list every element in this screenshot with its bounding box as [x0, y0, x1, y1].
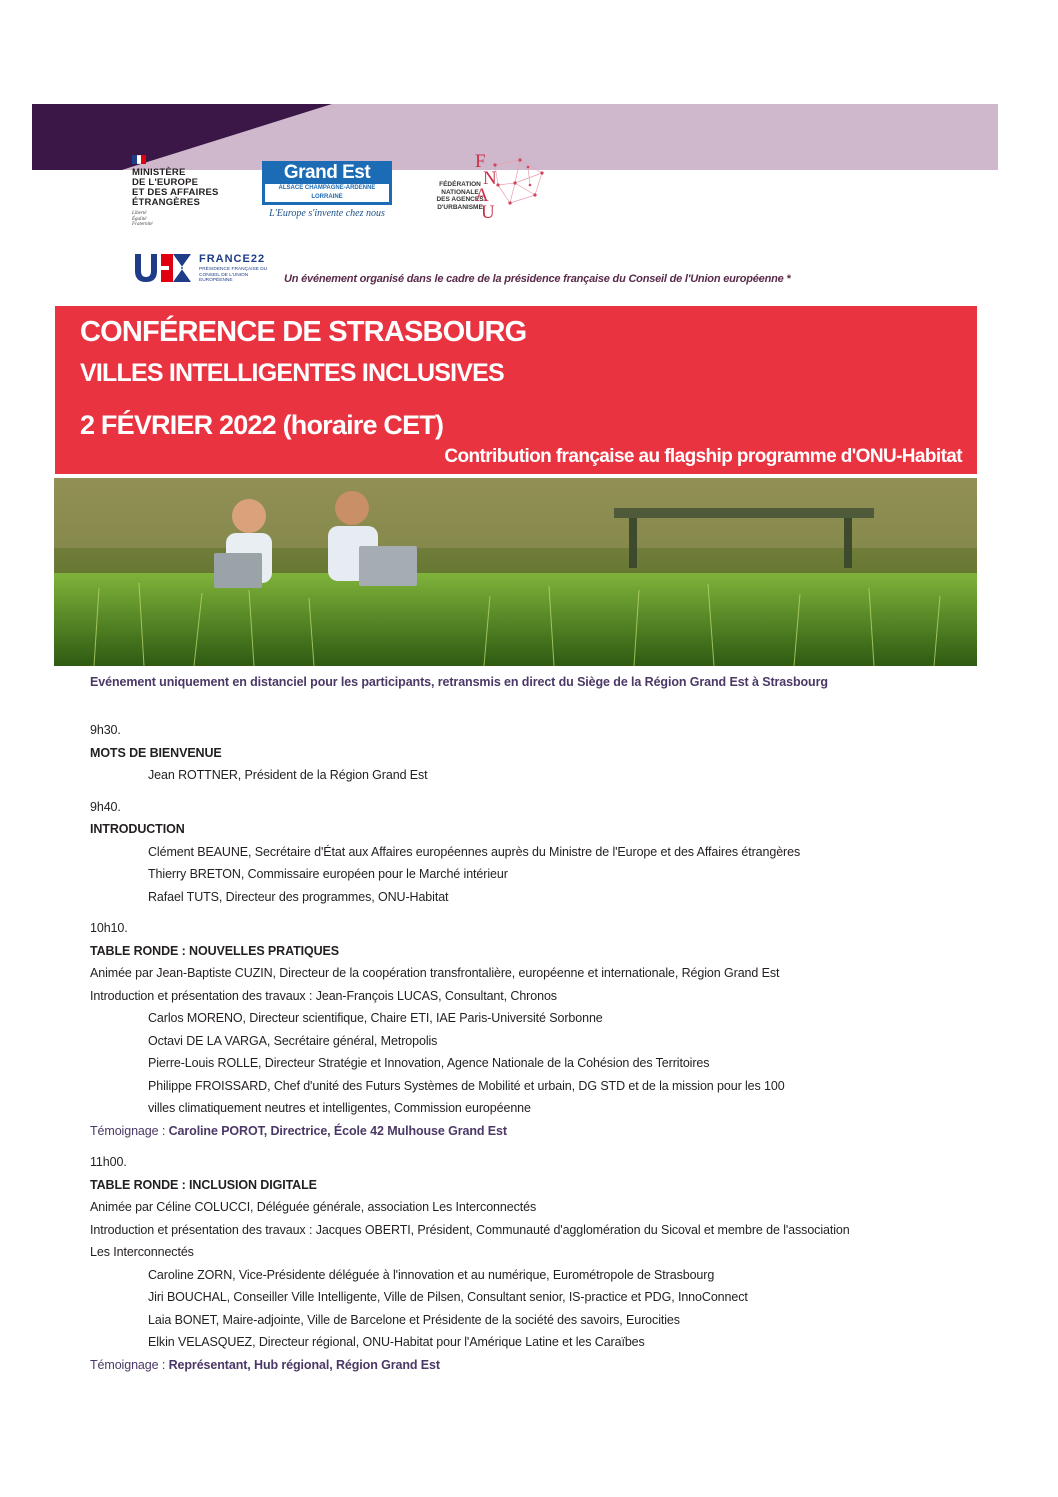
session-time: 11h00. — [90, 1155, 127, 1169]
page-title: CONFÉRENCE DE STRASBOURG — [80, 316, 527, 348]
motto-line: Égalité — [132, 216, 147, 222]
speaker-line: Octavi DE LA VARGA, Secrétaire général, Metropolis — [148, 1033, 438, 1048]
testimony-label: Témoignage : — [90, 1123, 169, 1138]
fnau-letter: N — [483, 168, 497, 189]
speaker-line: Philippe FROISSARD, Chef d'unité des Futurs Systèmes de Mobilité et urbain, DG STD et de la mission pour les 100 — [148, 1078, 785, 1093]
speaker-line: Caroline ZORN, Vice-Présidente déléguée à l'innovation et au numérique, Eurométropole de Strasbourg — [148, 1267, 715, 1282]
fnau-line: D'URBANISME — [437, 203, 483, 211]
grand-est-logo — [262, 161, 392, 219]
fnau-logo — [425, 151, 555, 223]
grand-est-title: Grand Est — [283, 162, 371, 183]
organization-statement: Un événement organisé dans le cadre de la présidence française du Conseil de l'Union européenne * — [284, 273, 791, 285]
fnau-letter: U — [481, 202, 495, 223]
france22-title: FRANCE22 — [199, 253, 266, 265]
motto-line: Fraternité — [132, 222, 153, 227]
testimony-line — [90, 1354, 850, 1377]
france22-logo — [133, 251, 283, 287]
session-title: INTRODUCTION — [90, 822, 185, 836]
event-date: 2 FÉVRIER 2022 (horaire CET) — [80, 410, 444, 440]
session-time: 9h40. — [90, 799, 121, 814]
fnau-letter: A — [475, 185, 489, 206]
speaker-line: Rafael TUTS, Directeur des programmes, ONU-Habitat — [148, 889, 449, 904]
introduction-line: Introduction et présentation des travaux : Jean-François LUCAS, Consultant, Chronos — [90, 988, 557, 1003]
speaker-line: Elkin VELASQUEZ, Directeur régional, ONU-Habitat pour l'Amérique Latine et les Caraïbes — [148, 1335, 645, 1349]
fnau-line: DES AGENCES — [436, 196, 484, 203]
introduction-line-cont: Les Interconnectés — [90, 1245, 194, 1259]
introduction-line: Introduction et présentation des travaux : Jacques OBERTI, Président, Communauté d'agglomération du Sicoval et membre de l'association — [90, 1222, 850, 1237]
session-time: 9h30. — [90, 723, 121, 737]
fnau-line: NATIONALE — [441, 188, 479, 196]
session-title: MOTS DE BIENVENUE — [90, 745, 222, 760]
speaker-line: Pierre-Louis ROLLE, Directeur Stratégie et Innovation, Agence Nationale de la Cohésion des Territoires — [148, 1056, 710, 1070]
session — [90, 1151, 850, 1376]
speaker-line: Thierry BRETON, Commissaire européen pour le Marché intérieur — [148, 867, 508, 881]
france22-subtitle: PRÉSIDENCE FRANÇAISE DU CONSEIL DE L'UNION EUROPÉENNE — [199, 267, 268, 283]
fnau-letter: F — [475, 151, 486, 172]
hero-photo — [54, 478, 977, 666]
program — [90, 719, 850, 1376]
testimony-value: Caroline POROT, Directrice, École 42 Mulhouse Grand Est — [168, 1123, 507, 1138]
speaker-line: Clément BEAUNE, Secrétaire d'État aux Affaires européennes auprès du Ministre de l'Europe et des Affaires étrangères — [148, 844, 801, 859]
session-time: 10h10. — [90, 921, 128, 935]
grand-est-subtitle: ALSACE CHAMPAGNE-ARDENNE LORRAINE — [265, 184, 389, 202]
ministere-line: DE L'EUROPE — [132, 177, 199, 188]
ministere-line: MINISTÈRE — [132, 167, 186, 178]
speaker-line: Jean ROTTNER, Président de la Région Grand Est — [148, 768, 428, 782]
session — [90, 917, 850, 1142]
testimony-line — [90, 1120, 850, 1143]
moderator-line: Animée par Céline COLUCCI, Déléguée générale, association Les Interconnectés — [90, 1200, 537, 1214]
speaker-line: Jiri BOUCHAL, Conseiller Ville Intelligente, Ville de Pilsen, Consultant senior, IS-practice et PDG, InnoConnect — [148, 1290, 748, 1304]
session — [90, 796, 850, 909]
grand-est-tagline: L'Europe s'invente chez nous — [269, 208, 385, 219]
contribution-line: Contribution française au flagship programme d'ONU-Habitat — [444, 446, 962, 467]
testimony-label: Témoignage : — [90, 1357, 169, 1372]
ministere-line: ET DES AFFAIRES — [132, 187, 219, 198]
ministere-line: ÉTRANGÈRES — [132, 197, 200, 208]
ministere-logo — [132, 155, 252, 228]
page-subtitle: VILLES INTELLIGENTES INCLUSIVES — [80, 359, 504, 387]
speaker-line: Laia BONET, Maire-adjointe, Ville de Barcelone et Présidente de la société des savoirs, Eurocities — [148, 1312, 680, 1327]
session-title: TABLE RONDE : INCLUSION DIGITALE — [90, 1177, 317, 1192]
event-note: Evénement uniquement en distanciel pour les participants, retransmis en direct du Siège de la Région Grand Est à Strasbourg — [90, 675, 828, 689]
session-title: TABLE RONDE : NOUVELLES PRATIQUES — [90, 943, 340, 958]
fnau-line: FÉDÉRATION — [439, 181, 481, 188]
speaker-line: Carlos MORENO, Directeur scientifique, Chaire ETI, IAE Paris-Université Sorbonne — [148, 1011, 603, 1025]
french-flag-icon — [132, 155, 146, 164]
speaker-line: villes climatiquement neutres et intelligentes, Commission européenne — [148, 1101, 531, 1115]
testimony-value: Représentant, Hub régional, Région Grand Est — [168, 1357, 440, 1372]
ue-emblem-icon — [133, 251, 195, 285]
motto-line: Liberté — [132, 211, 147, 216]
network-graphic-icon — [490, 155, 552, 210]
moderator-line: Animée par Jean-Baptiste CUZIN, Directeur de la coopération transfrontalière, européenne et internationale, Région Grand Est — [90, 966, 780, 980]
session — [90, 719, 850, 787]
